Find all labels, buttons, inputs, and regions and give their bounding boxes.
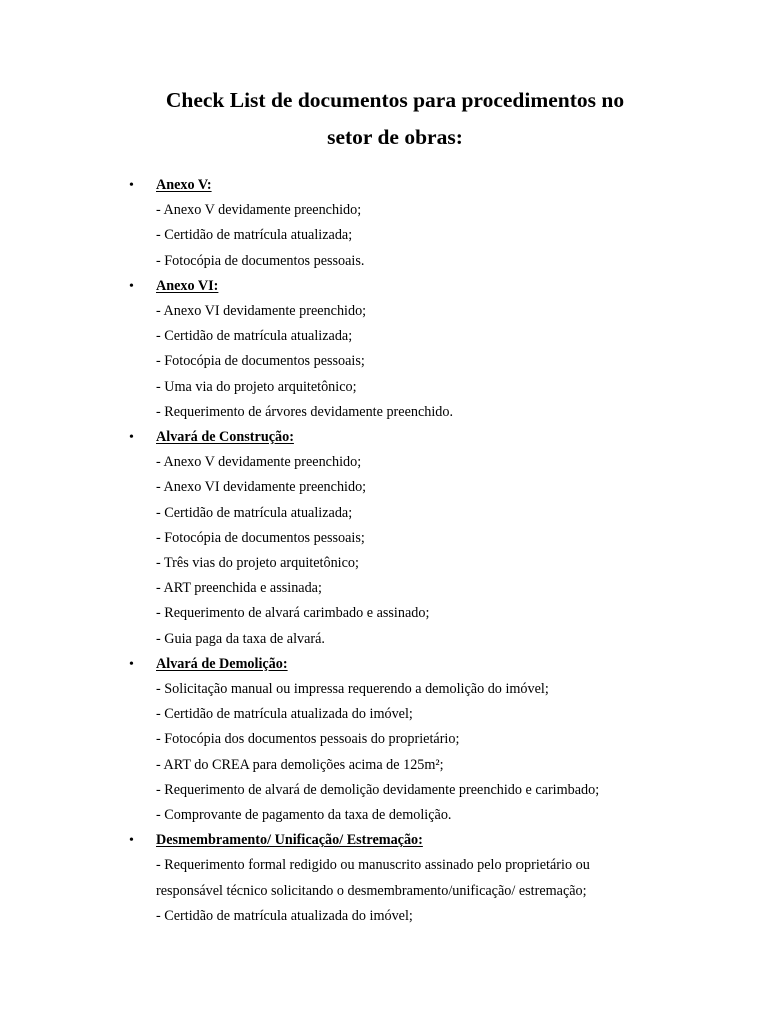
section-items xyxy=(156,853,658,929)
bullet-icon: • xyxy=(129,430,134,446)
list-item: - Requerimento de árvores devidamente preenchido. xyxy=(156,403,454,420)
section-items xyxy=(156,450,658,652)
list-item: - Fotocópia dos documentos pessoais do proprietário; xyxy=(156,731,460,748)
list-item: - ART preenchida e assinada; xyxy=(156,580,322,597)
list-item: - Três vias do projeto arquitetônico; xyxy=(156,555,359,572)
title-line-1: Check List de documentos para procedimentos no xyxy=(165,88,625,112)
list-item: - Anexo V devidamente preenchido; xyxy=(156,202,362,219)
list-item: - Certidão de matrícula atualizada; xyxy=(156,504,353,521)
section-alvara-demolicao xyxy=(126,652,658,828)
list-item: - Fotocópia de documentos pessoais; xyxy=(156,529,365,546)
bullet-icon: • xyxy=(129,278,134,294)
bullet-icon: • xyxy=(129,833,134,849)
section-anexo-vi xyxy=(126,274,658,425)
list-item: - ART do CREA para demolições acima de 125m²; xyxy=(156,756,444,773)
list-item: - Requerimento de alvará de demolição devidamente preenchido e carimbado; xyxy=(156,781,600,798)
section-alvara-construcao xyxy=(126,425,658,652)
list-item: - Certidão de matrícula atualizada do imóvel; xyxy=(156,706,413,723)
section-items xyxy=(156,299,658,425)
list-item: - Certidão de matrícula atualizada; xyxy=(156,227,353,244)
section-items xyxy=(156,198,658,274)
list-item: - Anexo V devidamente preenchido; xyxy=(156,454,362,471)
list-item: - Anexo VI devidamente preenchido; xyxy=(156,479,367,496)
section-desmembramento xyxy=(126,828,658,929)
list-item: - Certidão de matrícula atualizada; xyxy=(156,328,353,345)
section-heading: Anexo VI: xyxy=(156,277,219,294)
list-item: - Uma via do projeto arquitetônico; xyxy=(156,378,357,395)
section-heading: Alvará de Construção: xyxy=(156,429,294,446)
section-heading: Desmembramento/ Unificação/ Estremação: xyxy=(156,832,423,849)
list-item: - Requerimento formal redigido ou manuscrito assinado pelo proprietário ou responsável técnico solicitando o desmembramento/unificação/ estremação; xyxy=(156,857,590,899)
checklist xyxy=(126,173,658,929)
list-item: - Fotocópia de documentos pessoais; xyxy=(156,353,365,370)
section-heading: Alvará de Demolição: xyxy=(156,655,288,672)
section-anexo-v xyxy=(126,173,658,274)
list-item: - Certidão de matrícula atualizada do imóvel; xyxy=(156,907,413,924)
document-title xyxy=(126,82,658,156)
section-heading: Anexo V: xyxy=(156,177,212,193)
title-line-2: setor de obras: xyxy=(327,125,463,149)
list-item: - Requerimento de alvará carimbado e assinado; xyxy=(156,605,430,622)
list-item: - Anexo VI devidamente preenchido; xyxy=(156,303,367,320)
bullet-icon: • xyxy=(129,178,134,193)
list-item: - Comprovante de pagamento da taxa de demolição. xyxy=(156,807,452,824)
list-item: - Fotocópia de documentos pessoais. xyxy=(156,252,365,269)
bullet-icon: • xyxy=(129,656,134,672)
list-item: - Guia paga da taxa de alvará. xyxy=(156,630,325,647)
section-items xyxy=(156,677,658,828)
list-item: - Solicitação manual ou impressa requerendo a demolição do imóvel; xyxy=(156,681,549,698)
